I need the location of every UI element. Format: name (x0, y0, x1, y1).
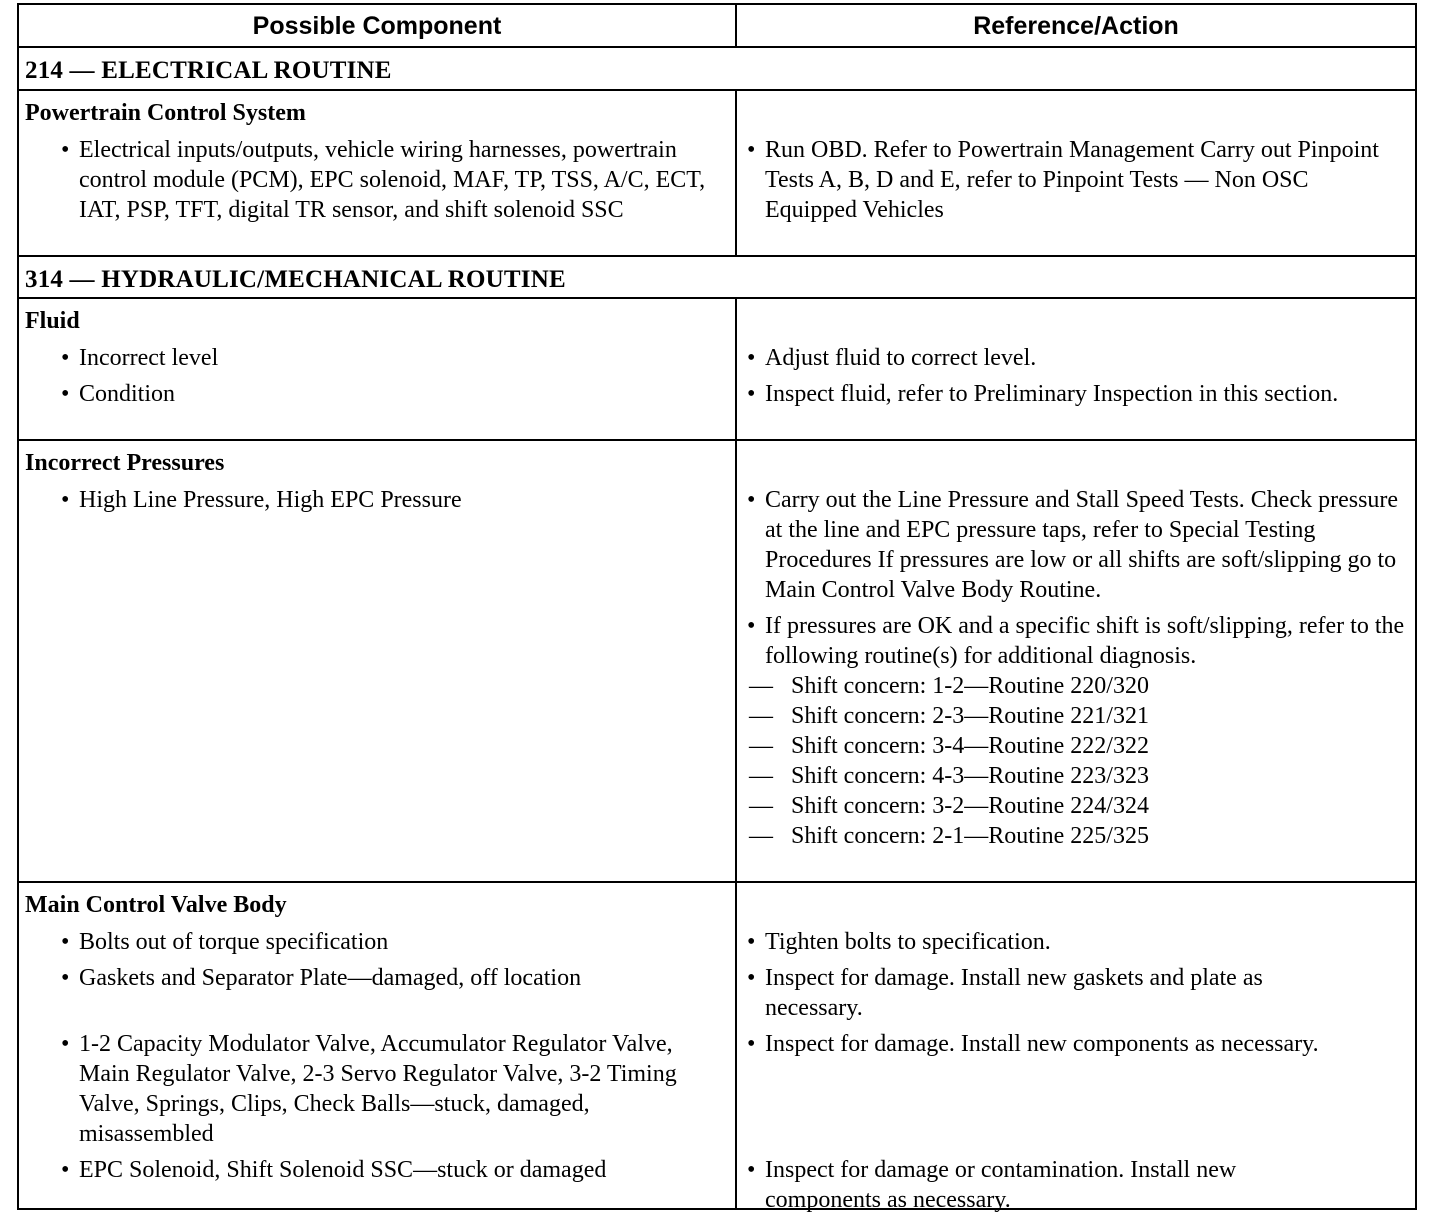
shift-concern-item: — Shift concern: 2-1—Routine 225/325 (749, 821, 1411, 851)
group-main-control-valve-body (19, 883, 1415, 1213)
column-divider (735, 91, 737, 255)
column-divider (735, 441, 737, 881)
action-item: • Tighten bolts to specification. (747, 927, 1411, 957)
group-title: Main Control Valve Body (25, 892, 287, 918)
diagnosis-table (17, 3, 1417, 1213)
column-divider (735, 299, 737, 439)
table-header (19, 5, 1415, 48)
component-item: • 1-2 Capacity Modulator Valve, Accumulator Regulator Valve, Main Regulator Valve, 2-3 Servo Regulator Valve, 3-2 Timing Valve, Springs, Clips, Check Balls—stuck, damaged, misassembled (61, 1029, 719, 1149)
component-item: • Condition (61, 379, 725, 409)
shift-concern-item: — Shift concern: 1-2—Routine 220/320 (749, 671, 1411, 701)
shift-concern-item: — Shift concern: 2-3—Routine 221/321 (749, 701, 1411, 731)
group-incorrect-pressures (19, 441, 1415, 883)
component-item: • Gaskets and Separator Plate—damaged, off location (61, 963, 725, 1023)
component-item: • EPC Solenoid, Shift Solenoid SSC—stuck or damaged (61, 1155, 725, 1185)
component-item: • Bolts out of torque specification (61, 927, 725, 957)
header-possible-component: Possible Component (252, 11, 502, 40)
action-cell (747, 485, 1411, 851)
action-cell (747, 927, 1411, 1215)
action-item: • If pressures are OK and a specific shift is soft/slipping, refer to the following routine(s) for additional diagnosis. (747, 611, 1405, 671)
shift-concern-item: — Shift concern: 4-3—Routine 223/323 (749, 761, 1411, 791)
component-cell (25, 889, 725, 1185)
component-item: • Electrical inputs/outputs, vehicle wiring harnesses, powertrain control module (PCM), EPC solenoid, MAF, TP, TSS, A/C, ECT, IAT, PSP, TFT, digital TR sensor, and shift solenoid SSC (61, 135, 719, 225)
action-item: • Run OBD. Refer to Powertrain Management Carry out Pinpoint Tests A, B, D and E, refer to Pinpoint Tests — Non OSC Equipped Vehicles (747, 135, 1385, 225)
action-item: • Inspect for damage. Install new gaskets and plate as necessary. (747, 963, 1365, 1023)
shift-concern-item: — Shift concern: 3-4—Routine 222/322 (749, 731, 1411, 761)
action-item: • Adjust fluid to correct level. (747, 343, 1411, 373)
group-powertrain-control-system (19, 91, 1415, 257)
action-item: • Carry out the Line Pressure and Stall Speed Tests. Check pressure at the line and EPC pressure taps, refer to Special Testing Procedures If pressures are low or all shifts are soft/slipping go to Main Control Valve Body Routine. (747, 485, 1405, 605)
group-fluid (19, 299, 1415, 441)
group-title: Incorrect Pressures (25, 450, 225, 476)
action-item: • Inspect for damage or contamination. Install new components as necessary. (747, 1155, 1325, 1215)
header-reference-action: Reference/Action (973, 11, 1179, 40)
shift-concern-item: — Shift concern: 3-2—Routine 224/324 (749, 791, 1411, 821)
group-title: Fluid (25, 308, 80, 334)
column-divider (735, 883, 737, 1210)
action-cell (747, 135, 1411, 225)
group-title: Powertrain Control System (25, 100, 306, 126)
component-cell (25, 447, 725, 515)
action-item: • Inspect for damage. Install new components as necessary. (747, 1029, 1411, 1149)
component-item: • Incorrect level (61, 343, 725, 373)
shift-concern-list (747, 671, 1411, 851)
section-title: 314 — HYDRAULIC/MECHANICAL ROUTINE (25, 266, 566, 293)
component-cell (25, 97, 725, 225)
component-item: • High Line Pressure, High EPC Pressure (61, 485, 725, 515)
action-item: • Inspect fluid, refer to Preliminary Inspection in this section. (747, 379, 1355, 409)
section-header-hydraulic (19, 257, 1415, 299)
component-cell (25, 305, 725, 409)
section-title: 214 — ELECTRICAL ROUTINE (25, 57, 392, 84)
action-cell (747, 343, 1411, 409)
section-header-electrical (19, 48, 1415, 91)
